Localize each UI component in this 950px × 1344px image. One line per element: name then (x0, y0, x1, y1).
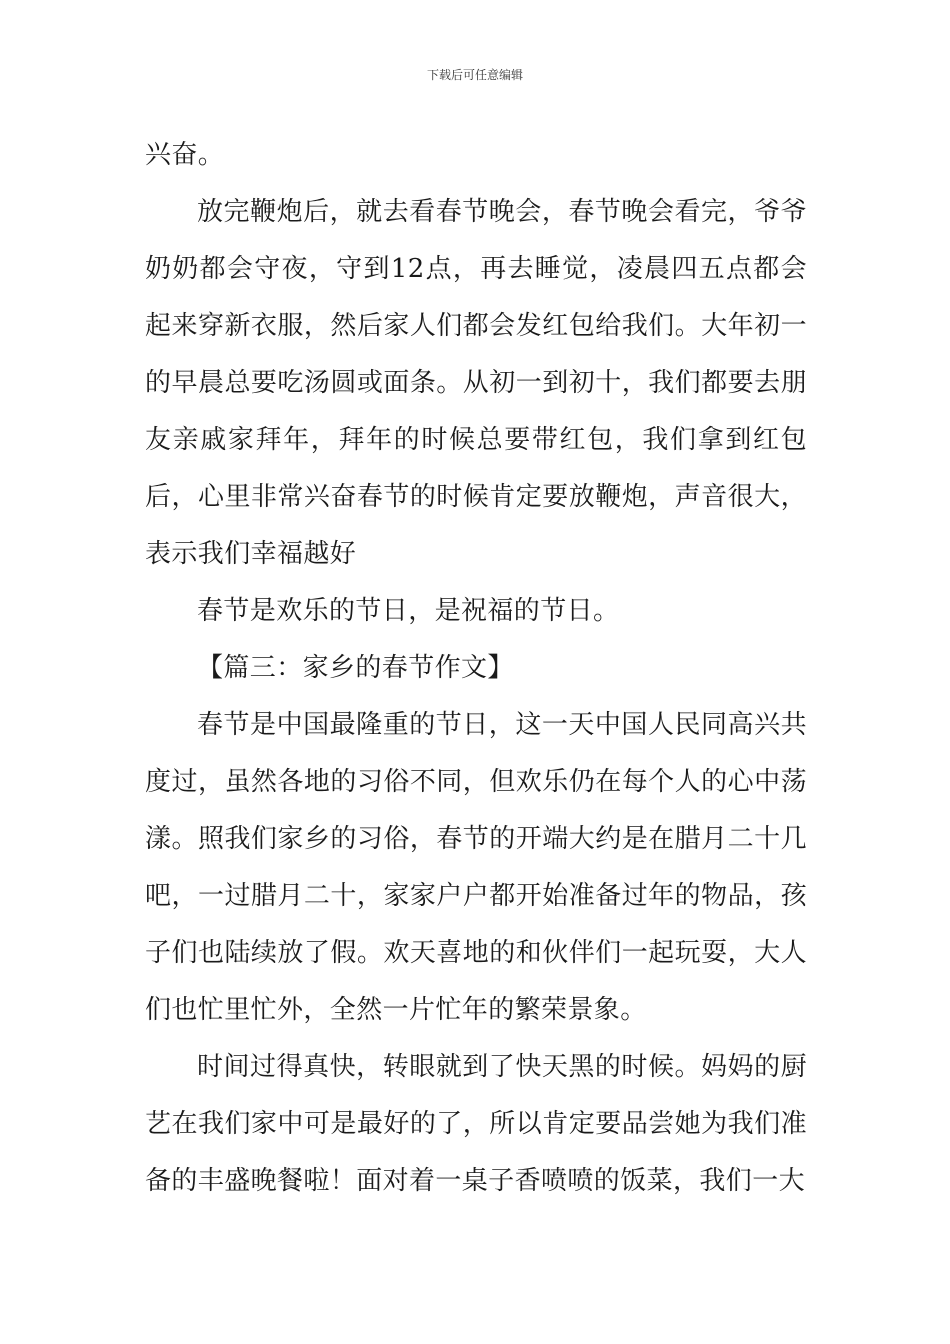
section-heading: 【篇三：家乡的春节作文】 (197, 653, 514, 683)
paragraph-2: 放完鞭炮后，就去看春节晚会，春节晚会看完，爷爷奶奶都会守夜，守到12点，再去睡觉，凌晨四五点都会起来穿新衣服，然后家人们都会发红包给我们。大年初一的早晨总要吃汤圆或面条。从初一到初十，我们都要去朋友亲戚家拜年，拜年的时候总要带红包，我们拿到红包后，心里非常兴奋春节的时候肯定要放鞭炮，声音很大，表示我们幸福越好 (145, 197, 807, 569)
paragraph-3: 春节是欢乐的节日，是祝福的节日。 (197, 596, 620, 626)
paragraph-4: 春节是中国最隆重的节日，这一天中国人民同高兴共度过，虽然各地的习俗不同，但欢乐仍在每个人的心中荡漾。照我们家乡的习俗，春节的开端大约是在腊月二十几吧，一过腊月二十，家家户户都开始准备过年的物品，孩子们也陆续放了假。欢天喜地的和伙伴们一起玩耍，大人们也忙里忙外，全然一片忙年的繁荣景象。 (145, 710, 807, 1025)
paragraph-1: 兴奋。 (145, 140, 225, 170)
paragraph-5: 时间过得真快，转眼就到了快天黑的时候。妈妈的厨艺在我们家中可是最好的了，所以肯定要品尝她为我们准备的丰盛晚餐啦！面对着一桌子香喷喷的饭菜，我们一大 (145, 1052, 807, 1196)
document-body (145, 127, 807, 1210)
page-header: 下载后可任意编辑 (426, 68, 523, 82)
